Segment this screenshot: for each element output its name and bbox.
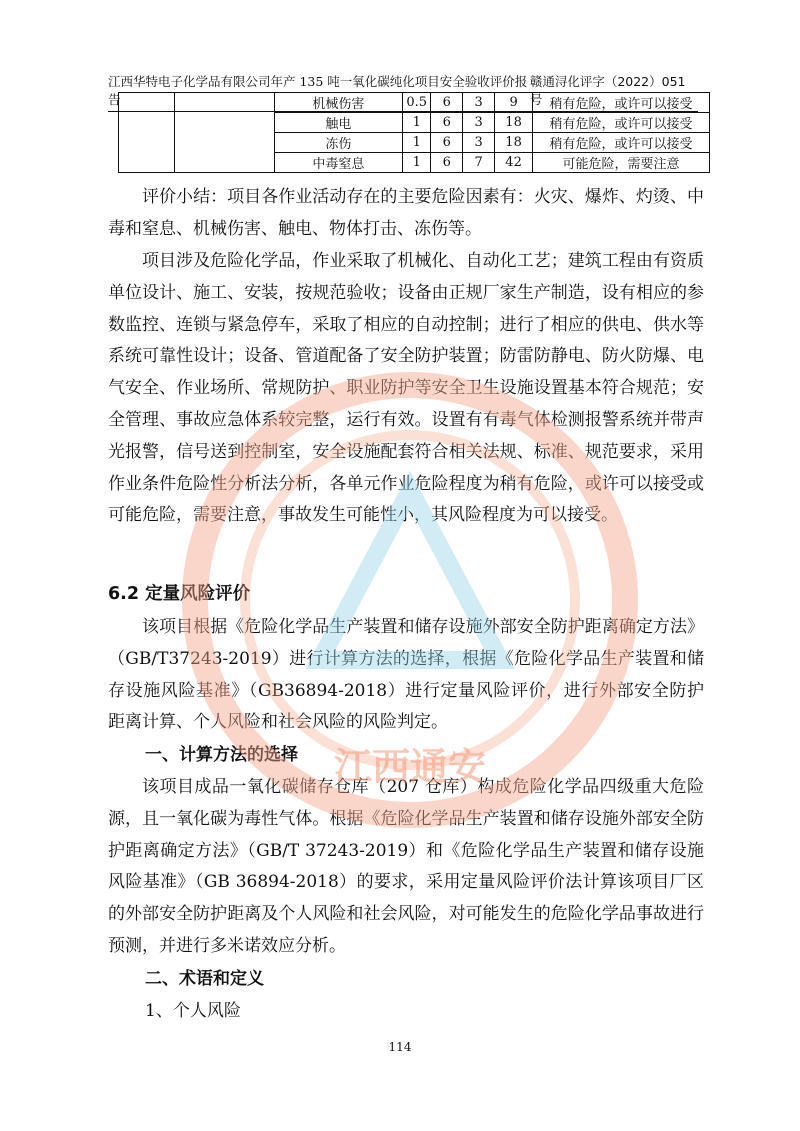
table-cell-level: 稍有危险，或许可以接受 xyxy=(533,113,710,133)
subheading-individual-risk: 1、个人风险 xyxy=(145,1001,241,1021)
table-cell-c: 7 xyxy=(463,153,495,173)
table-cell-e: 6 xyxy=(431,153,463,173)
watermark-text: 江西通安 xyxy=(333,745,487,789)
table-cell-c: 3 xyxy=(463,93,495,113)
section-heading: 6.2 定量风险评价 xyxy=(108,584,251,604)
paragraph-major-hazard: 该项目成品一氧化碳储存仓库（207 仓库）构成危险化学品四级重大危险源，且一氧化碳为毒性气体。根据《危险化学品生产装置和储存设施外部安全防护距离确定方法》（GB/T 37243-2019）和《危险化学品生产装置和储存设施风险基准》（GB 36894-2018）的要求，采用定量风险评价法计算该项目厂区的外部安全防护距离及个人风险和社会风险，对可能发生的危险化学品事故进行预测，并进行多米诺效应分析。 xyxy=(108,777,704,956)
table-cell-l: 1 xyxy=(403,133,431,153)
table-cell-hazard: 冻伤 xyxy=(274,133,403,153)
table-cell-d: 18 xyxy=(495,113,533,133)
paragraph-safety-measures: 项目涉及危险化学品，作业采取了机械化、自动化工艺；建筑工程由有资质单位设计、施工、安装，按规范验收；设备由正规厂家生产制造，设有相应的参数监控、连锁与紧急停车，采取了相应的自动控制；进行了相应的供电、供水等系统可靠性设计；设备、管道配备了安全防护装置；防雷防静电、防火防爆、电气安全、作业场所、常规防护、职业防护等安全卫生设施设置基本符合规范；安全管理、事故应急体系较完整，运行有效。设置有有毒气体检测报警系统并带声光报警，信号送到控制室，安全设施配套符合相关法规、标准、规范要求，采用作业条件危险性分析法分析，各单元作业危险程度为稍有危险，或许可以接受或可能危险，需要注意，事故发生可能性小，其风险程度为可以接受。 xyxy=(108,251,704,526)
table-cell-d: 18 xyxy=(495,133,533,153)
evaluation-summary: 评价小结：项目各作业活动存在的主要危险因素有：火灾、爆炸、灼烫、中毒和窒息、机械伤害、触电、物体打击、冻伤等。 xyxy=(108,187,704,239)
table-row xyxy=(119,93,710,113)
subheading-terms: 二、术语和定义 xyxy=(145,969,264,989)
table-cell-blank xyxy=(119,93,175,173)
table-cell-e: 6 xyxy=(431,93,463,113)
table-cell-d: 42 xyxy=(495,153,533,173)
page-number: 114 xyxy=(388,1040,412,1054)
table-cell-c: 3 xyxy=(463,133,495,153)
table-cell-blank xyxy=(174,93,274,173)
table-cell-l: 1 xyxy=(403,153,431,173)
table-cell-hazard: 机械伤害 xyxy=(274,93,403,113)
table-cell-hazard: 触电 xyxy=(274,113,403,133)
table-cell-level: 稍有危险，或许可以接受 xyxy=(533,93,710,113)
table-cell-c: 3 xyxy=(463,113,495,133)
header-report-number: 赣通浔化评字（2022）051 号 xyxy=(529,74,686,107)
risk-table-body xyxy=(119,93,710,173)
risk-table xyxy=(118,92,710,173)
table-cell-level: 可能危险，需要注意 xyxy=(533,153,710,173)
paragraph-method-basis: 该项目根据《危险化学品生产装置和储存设施外部安全防护距离确定方法》（GB/T37243-2019）进行计算方法的选择，根据《危险化学品生产装置和储存设施风险基准》（GB36894-2018）进行定量风险评价，进行外部安全防护距离计算、个人风险和社会风险的风险判定。 xyxy=(108,617,704,733)
table-cell-l: 1 xyxy=(403,113,431,133)
table-cell-e: 6 xyxy=(431,133,463,153)
header-title: 江西华特电子化学品有限公司年产 135 吨一氧化碳纯化项目安全验收评价报告 xyxy=(108,74,528,107)
table-cell-hazard: 中毒窒息 xyxy=(274,153,403,173)
table-cell-l: 0.5 xyxy=(403,93,431,113)
table-cell-d: 9 xyxy=(495,93,533,113)
table-cell-e: 6 xyxy=(431,113,463,133)
table-cell-level: 稍有危险，或许可以接受 xyxy=(533,133,710,153)
subheading-method-selection: 一、计算方法的选择 xyxy=(145,745,298,765)
